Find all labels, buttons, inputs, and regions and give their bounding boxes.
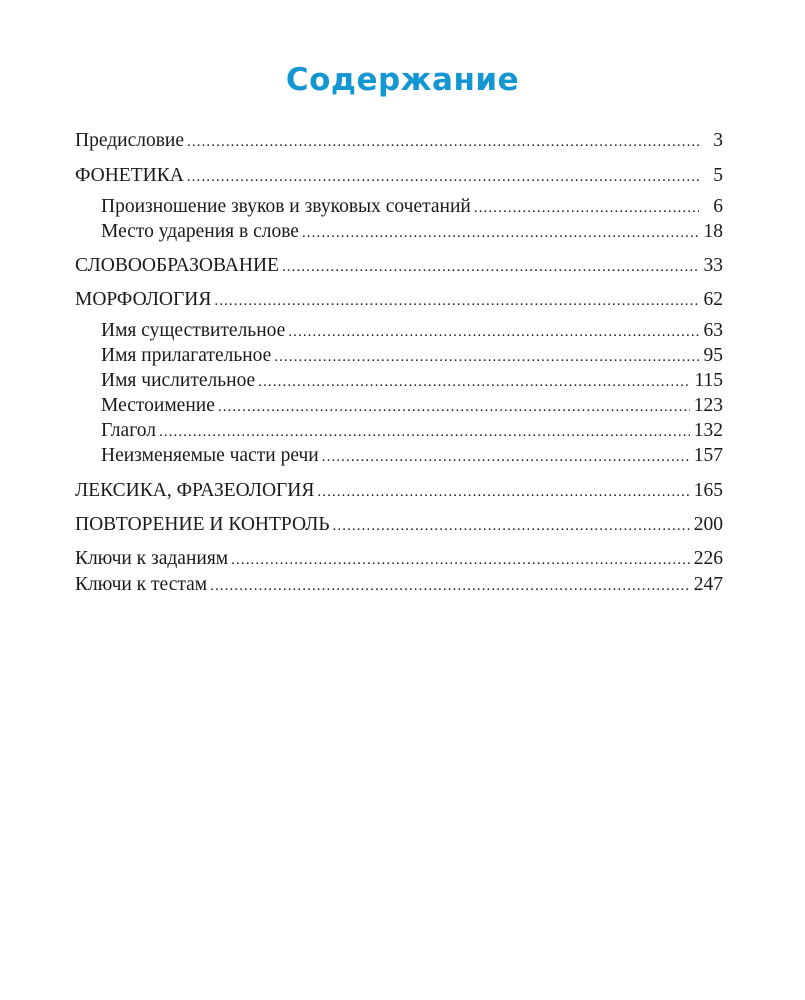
toc-entry[interactable] [75, 129, 723, 154]
toc-entry-label: Имя числительное [101, 370, 256, 391]
toc-leader-dots [317, 480, 689, 504]
toc-leader-dots [218, 395, 690, 419]
toc-leader-dots [214, 289, 699, 313]
toc-entry[interactable] [101, 369, 723, 394]
toc-entry-label: Имя прилагательное [101, 345, 272, 366]
toc-leader-dots [274, 345, 699, 369]
toc-entry-label: ПОВТОРЕНИЕ И КОНТРОЛЬ [75, 514, 330, 535]
toc-entry[interactable] [101, 344, 723, 369]
toc-entry-page: 165 [693, 480, 723, 501]
toc-entry[interactable] [101, 419, 723, 444]
toc-entry[interactable] [75, 479, 723, 504]
toc-entry[interactable] [75, 254, 723, 279]
toc-entry-page: 3 [713, 130, 723, 151]
toc-entry[interactable] [75, 513, 723, 538]
toc-entry-page: 6 [713, 196, 723, 217]
toc-entry[interactable] [101, 195, 723, 220]
toc-entry-label: Предисловие [75, 130, 185, 151]
toc-entry-label: Ключи к заданиям [75, 548, 229, 569]
toc-entry[interactable] [101, 394, 723, 419]
toc-entry[interactable] [75, 164, 723, 189]
toc-entry-label: СЛОВООБРАЗОВАНИЕ [75, 255, 279, 276]
toc-entry-page: 132 [693, 420, 723, 441]
toc-entry[interactable] [101, 444, 723, 469]
toc-entry-page: 18 [703, 221, 723, 242]
toc-leader-dots [322, 445, 690, 469]
toc-entry-label: Неизменяемые части речи [101, 445, 319, 466]
toc-entry-label: Ключи к тестам [75, 574, 208, 595]
toc-entry[interactable] [101, 319, 723, 344]
toc-leader-dots [258, 370, 690, 394]
toc-entry-label: Имя существительное [101, 320, 286, 341]
toc-leader-dots [282, 255, 699, 279]
toc-entry[interactable] [75, 288, 723, 313]
toc-entry-page: 115 [694, 370, 723, 391]
toc-entry-page: 157 [693, 445, 723, 466]
toc-entry[interactable] [75, 547, 723, 572]
toc-entry-label: МОРФОЛОГИЯ [75, 289, 212, 310]
toc-entry-page: 62 [703, 289, 723, 310]
toc-entry-page: 95 [703, 345, 723, 366]
toc-entry-label: Глагол [101, 420, 156, 441]
toc-entry-page: 226 [693, 548, 723, 569]
toc-entry[interactable] [101, 220, 723, 245]
toc-leader-dots [333, 514, 690, 538]
toc-entry-label: ФОНЕТИКА [75, 165, 184, 186]
toc-entry-page: 5 [713, 165, 723, 186]
toc-leader-dots [187, 165, 699, 189]
toc-entry-page: 33 [703, 255, 723, 276]
toc-entry-label: Место ударения в слове [101, 221, 299, 242]
toc-entry-page: 123 [693, 395, 723, 416]
toc-leader-dots [288, 320, 699, 344]
toc-entry-label: ЛЕКСИКА, ФРАЗЕОЛОГИЯ [75, 480, 315, 501]
toc-leader-dots [474, 196, 699, 220]
toc-entry-label: Произношение звуков и звуковых сочетаний [101, 196, 471, 217]
toc-leader-dots [187, 130, 699, 154]
page-title: Содержание [285, 62, 520, 98]
toc-entry[interactable] [75, 573, 723, 598]
toc-leader-dots [231, 548, 690, 572]
toc-leader-dots [159, 420, 690, 444]
toc-entry-page: 247 [693, 574, 723, 595]
toc-entry-page: 63 [703, 320, 723, 341]
toc-leader-dots [302, 221, 699, 245]
toc-entry-label: Местоимение [101, 395, 215, 416]
toc-leader-dots [210, 574, 690, 598]
toc-entry-page: 200 [693, 514, 723, 535]
